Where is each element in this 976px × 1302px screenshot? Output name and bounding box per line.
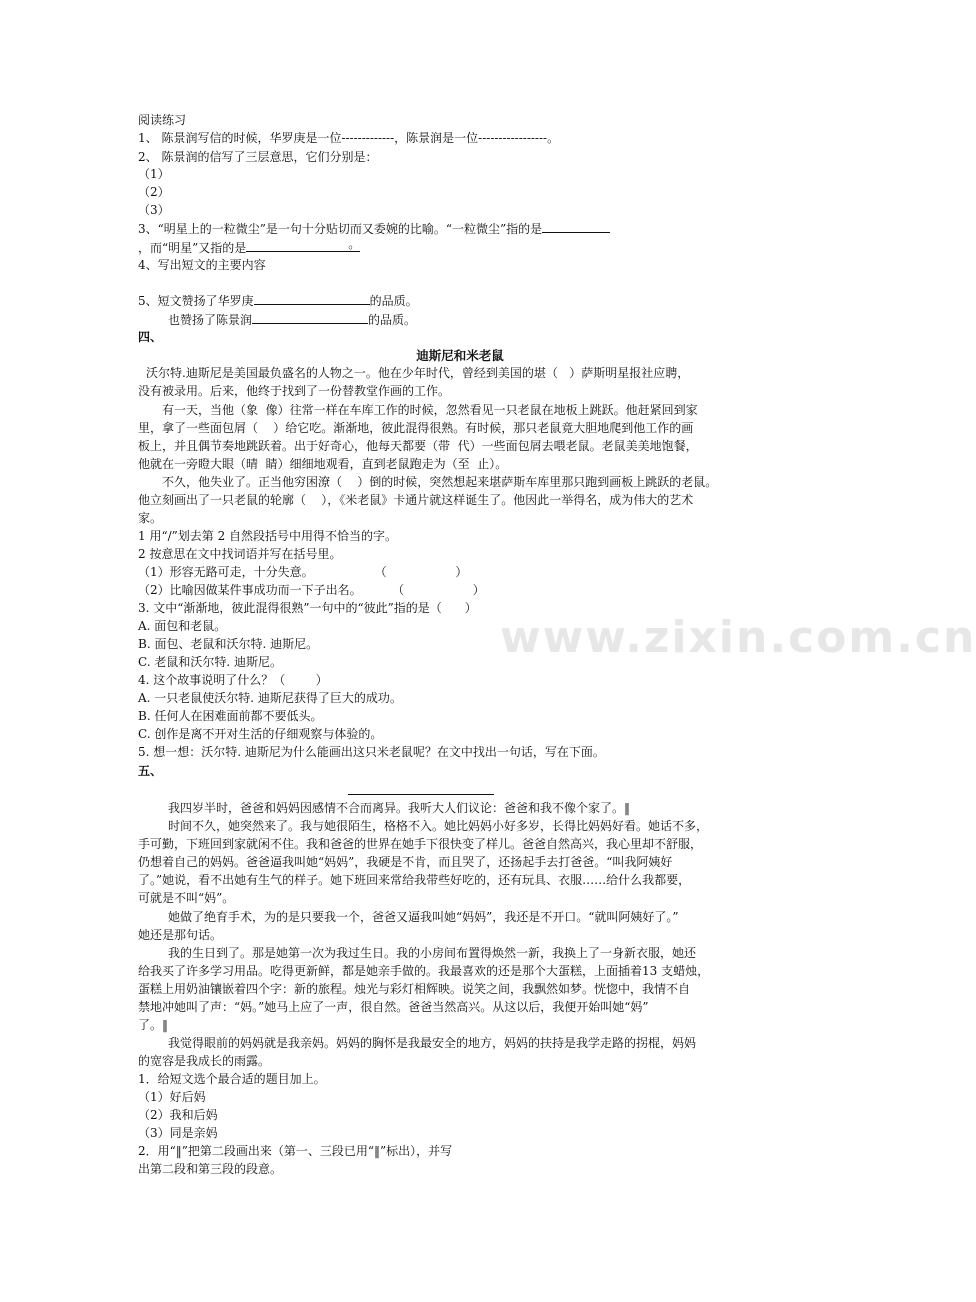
s5-para-2-line: 仍想着自己的妈妈。爸爸逼我叫她“妈妈”，我硬是不肯，而且哭了，还扬起手去打爸爸。“叫我阿姨好 <box>138 855 673 869</box>
s4-question-2: 2 按意思在文中找词语并写在括号里。 <box>138 547 342 561</box>
s5-para-4-line: 蛋糕上用奶油镶嵌着四个字：新的旅程。烛光与彩灯相辉映。说笑之间，我飘然如梦。恍惚中，我情不自 <box>138 982 691 996</box>
s3-q5b-prefix: 也赞扬了陈景润 <box>168 313 253 327</box>
s5-question-1-option-1: （1）好后妈 <box>138 1090 206 1104</box>
s4-para-2-line: 板上，并且偶节奏地跳跃着。出于好奇心，他每天都要（带 代）一些面包屑去喂老鼠。老鼠美美地饱餐， <box>138 439 698 453</box>
s4-question-3-option-a: A. 面包和老鼠。 <box>138 619 227 633</box>
s5-para-5-line: 我觉得眼前的妈妈就是我亲妈。妈妈的胸怀是我最安全的地方，妈妈的扶持是我学走路的拐棍，妈妈 <box>168 1036 697 1050</box>
s4-para-2-line: 有一天，当他（象 像）往常一样在车库工作的时候，忽然看见一只老鼠在地板上跳跃。他赶紧回到家 <box>162 403 698 417</box>
s3-q3-text: 3、“明星上的一粒微尘”是一句十分贴切而又委婉的比喻。“一粒微尘”指的是 <box>138 222 543 236</box>
s5-para-1-line: 我四岁半时，爸爸和妈妈因感情不合而离异。我听大人们议论：爸爸和我不像个家了。‖ <box>168 801 631 815</box>
s3-question-2: 2、 陈景润的信写了三层意思，它们分别是： <box>138 150 378 164</box>
s4-para-3-line: 家。 <box>138 511 163 525</box>
answer-blank <box>252 311 368 324</box>
s4-question-4-option-b: B. 任何人在困难面前都不要低头。 <box>138 709 323 723</box>
s4-question-4: 4. 这个故事说明了什么？（ ） <box>138 673 328 687</box>
s4-para-3-line: 不久，他失业了。正当他穷困潦（ ）倒的时候，突然想起来堪萨斯车库里那只跑到画板上跳跃的老鼠。 <box>162 475 718 489</box>
s3-question-2-item-3: （3） <box>138 203 170 217</box>
s5-para-2-line: 时间不久，她突然来了。我与她很陌生，格格不入。她比妈妈小好多岁，长得比妈妈好看。她话不多， <box>168 819 709 833</box>
s3-question-1: 1、 陈景润写信的时候，华罗庚是一位-------------，陈景润是一位-----------------。 <box>138 131 560 145</box>
s5-para-4-line: 了。‖ <box>138 1018 169 1032</box>
s4-para-3-line: 他立刻画出了一只老鼠的轮廓（ ），《米老鼠》卡通片就这样诞生了。他因此一举得名，成为伟大的艺术 <box>138 493 694 507</box>
story-title: 迪斯尼和米老鼠 <box>416 348 504 363</box>
answer-blank <box>246 239 360 252</box>
s5-para-4-line: 我的生日到了。那是她第一次为我过生日。我的小房间布置得焕然一新，我换上了一身新衣服，她还 <box>168 946 697 960</box>
s5-question-2-line-a: 2．用“‖”把第二段画出来（第一、三段已用“‖”标出），并写 <box>138 1144 453 1158</box>
s3-question-5-line-a <box>138 292 418 310</box>
s4-para-1-line: 沃尔特.迪斯尼是美国最负盛名的人物之一。他在少年时代，曾经到美国的堪（ ）萨斯明星报社应聘， <box>146 366 690 380</box>
s4-question-3: 3. 文中“渐渐地，彼此混得很熟”一句中的“彼此”指的是（ ） <box>138 601 477 615</box>
s4-question-2-item-1: （1）形容无路可走，十分失意。 （ ） <box>138 565 468 579</box>
s4-question-4-option-c: C. 创作是离不开对生活的仔细观察与体验的。 <box>138 727 383 741</box>
answer-blank <box>254 292 370 305</box>
reading-practice-heading: 阅读练习 <box>138 113 187 127</box>
s4-question-2-item-2: （2）比喻因做某件事成功而一下子出名。 （ ） <box>138 583 485 597</box>
s4-question-1: 1 用“/”划去第 2 自然段括号中用得不恰当的字。 <box>138 529 398 543</box>
s3-q5a-suffix: 的品质。 <box>369 294 418 308</box>
s5-para-4-line: 禁地冲她叫了声：“妈。”她马上应了一声，很自然。爸爸当然高兴。从这以后，我便开始叫她“妈” <box>138 1000 649 1014</box>
s5-para-2-line: 手可勤，下班回到家就闲不住。我和爸爸的世界在她手下很快变了样儿。爸爸自然高兴，我心里却不舒服， <box>138 837 703 851</box>
watermark: www.zixin.com.cn <box>500 612 976 663</box>
s3-q3b-prefix: ，而“明星”又指的是 <box>138 241 247 255</box>
s3-q5a-prefix: 5、短文赞扬了华罗庚 <box>138 294 254 308</box>
section-five-label: 五、 <box>138 764 163 778</box>
s5-question-2-line-b: 出第二段和第三段的段意。 <box>138 1162 283 1176</box>
title-blank-line <box>348 794 494 795</box>
s4-question-4-option-a: A. 一只老鼠使沃尔特. 迪斯尼获得了巨大的成功。 <box>138 691 402 705</box>
section-four-label: 四、 <box>138 330 163 344</box>
s5-question-1-option-3: （3）同是亲妈 <box>138 1126 218 1140</box>
s5-para-4-line: 给我买了许多学习用品。吃得更新鲜，都是她亲手做的。我最喜欢的还是那个大蛋糕，上面插着13 支蜡烛， <box>138 964 710 978</box>
s5-para-3-line: 她还是那句话。 <box>138 928 223 942</box>
s5-question-1-option-2: （2）我和后妈 <box>138 1108 218 1122</box>
s3-question-3-line-b <box>138 239 360 257</box>
answer-blank <box>542 220 610 233</box>
s5-question-1: 1．给短文选个最合适的题目加上。 <box>138 1072 326 1086</box>
s5-para-3-line: 她做了绝育手术，为的是只要我一个，爸爸又逼我叫她“妈妈”，我还是不开口。“就叫阿姨好了。” <box>168 910 679 924</box>
s5-para-2-line: 了。”她说，看不出她有生气的样子。她下班回来常给我带些好吃的，还有玩具、衣服……给什么我都要， <box>138 873 691 887</box>
s4-question-3-option-b: B. 面包、老鼠和沃尔特. 迪斯尼。 <box>138 637 319 651</box>
s4-question-3-option-c: C. 老鼠和沃尔特. 迪斯尼。 <box>138 655 283 669</box>
s3-question-4: 4、写出短文的主要内容 <box>138 258 266 272</box>
s3-question-2-item-1: （1） <box>138 167 170 181</box>
s5-para-2-line: 可就是不叫“妈”。 <box>138 891 235 905</box>
s4-para-2-line: 里，拿了一些面包屑（ ）给它吃。渐渐地，彼此混得很熟。有时候，那只老鼠竟大胆地爬到他工作的画 <box>138 421 694 435</box>
s3-question-5-line-b <box>168 311 416 329</box>
s3-q3b-suffix: 。 <box>348 237 361 251</box>
s4-para-1-line: 没有被录用。后来，他终于找到了一份替教堂作画的工作。 <box>138 384 451 398</box>
s4-question-5: 5. 想一想：沃尔特. 迪斯尼为什么能画出这只米老鼠呢？在文中找出一句话，写在下面。 <box>138 745 605 759</box>
s3-q5b-suffix: 的品质。 <box>368 313 417 327</box>
s5-para-5-line: 的宽容是我成长的雨露。 <box>138 1054 271 1068</box>
s3-question-2-item-2: （2） <box>138 185 170 199</box>
s3-question-3-line-a <box>138 220 610 238</box>
s4-para-2-line: 他就在一旁瞪大眼（晴 睛）细细地观看，直到老鼠跑走为（至 止）。 <box>138 457 508 471</box>
